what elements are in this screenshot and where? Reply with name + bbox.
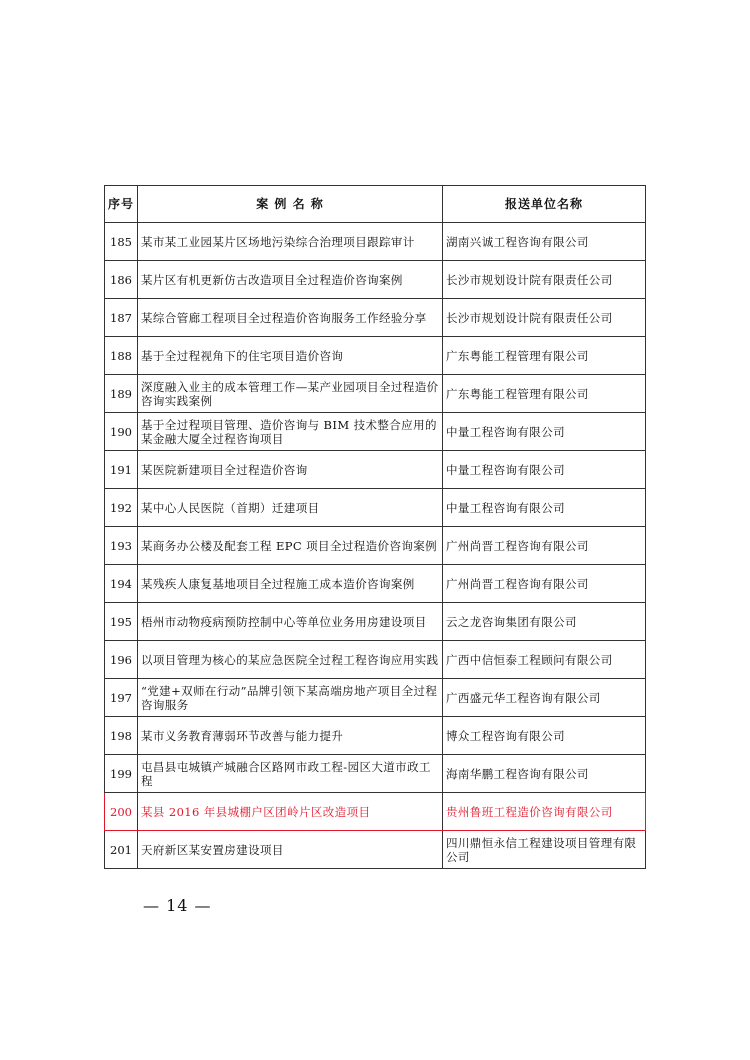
row-number: 194 [105, 565, 138, 603]
table-row [105, 261, 646, 299]
table-row [105, 489, 646, 527]
table-row [105, 679, 646, 717]
row-number: 195 [105, 603, 138, 641]
submitting-unit: 博众工程咨询有限公司 [443, 717, 646, 755]
row-number: 191 [105, 451, 138, 489]
row-number: 187 [105, 299, 138, 337]
row-number: 201 [105, 831, 138, 869]
submitting-unit: 四川鼎恒永信工程建设项目管理有限公司 [443, 831, 646, 869]
table-row-highlighted [105, 793, 646, 831]
case-name: 某综合管廊工程项目全过程造价咨询服务工作经验分享 [138, 299, 443, 337]
submitting-unit: 广东粤能工程管理有限公司 [443, 375, 646, 413]
table-header-row [105, 186, 646, 223]
table-row [105, 603, 646, 641]
case-name: 基于全过程视角下的住宅项目造价咨询 [138, 337, 443, 375]
submitting-unit: 长沙市规划设计院有限责任公司 [443, 299, 646, 337]
submitting-unit: 中量工程咨询有限公司 [443, 451, 646, 489]
case-name: 某片区有机更新仿古改造项目全过程造价咨询案例 [138, 261, 443, 299]
case-name: 深度融入业主的成本管理工作—某产业园项目全过程造价咨询实践案例 [138, 375, 443, 413]
header-serial-number: 序号 [105, 186, 138, 223]
row-number: 189 [105, 375, 138, 413]
case-name: 某医院新建项目全过程造价咨询 [138, 451, 443, 489]
table-row [105, 565, 646, 603]
case-name: 某中心人民医院（首期）迁建项目 [138, 489, 443, 527]
submitting-unit: 广西中信恒泰工程顾问有限公司 [443, 641, 646, 679]
table-row [105, 451, 646, 489]
submitting-unit: 长沙市规划设计院有限责任公司 [443, 261, 646, 299]
submitting-unit: 贵州鲁班工程造价咨询有限公司 [443, 793, 646, 831]
table-row [105, 831, 646, 869]
table-row [105, 641, 646, 679]
row-number: 188 [105, 337, 138, 375]
row-number: 196 [105, 641, 138, 679]
case-name: 某市某工业园某片区场地污染综合治理项目跟踪审计 [138, 223, 443, 261]
table-row [105, 755, 646, 793]
page-number: — 14 — [143, 896, 212, 915]
row-number: 192 [105, 489, 138, 527]
row-number: 185 [105, 223, 138, 261]
submitting-unit: 中量工程咨询有限公司 [443, 489, 646, 527]
submitting-unit: 广东粤能工程管理有限公司 [443, 337, 646, 375]
table-row [105, 375, 646, 413]
case-name: 某县 2016 年县城棚户区团岭片区改造项目 [138, 793, 443, 831]
case-name: 屯昌县屯城镇产城融合区路网市政工程-园区大道市政工程 [138, 755, 443, 793]
case-name: 基于全过程项目管理、造价咨询与 BIM 技术整合应用的某金融大厦全过程咨询项目 [138, 413, 443, 451]
row-number: 193 [105, 527, 138, 565]
case-name: “党建+双师在行动”品牌引领下某高端房地产项目全过程咨询服务 [138, 679, 443, 717]
row-number: 198 [105, 717, 138, 755]
case-name: 梧州市动物疫病预防控制中心等单位业务用房建设项目 [138, 603, 443, 641]
submitting-unit: 广州尚晋工程咨询有限公司 [443, 565, 646, 603]
table-row [105, 223, 646, 261]
header-case-name: 案 例 名 称 [138, 186, 443, 223]
row-number: 199 [105, 755, 138, 793]
header-submitting-unit: 报送单位名称 [443, 186, 646, 223]
row-number: 186 [105, 261, 138, 299]
row-number: 200 [105, 793, 138, 831]
submitting-unit: 广西盛元华工程咨询有限公司 [443, 679, 646, 717]
table-row [105, 299, 646, 337]
case-name: 天府新区某安置房建设项目 [138, 831, 443, 869]
case-list-table [104, 185, 646, 869]
table-row [105, 717, 646, 755]
case-name: 某商务办公楼及配套工程 EPC 项目全过程造价咨询案例 [138, 527, 443, 565]
case-name: 以项目管理为核心的某应急医院全过程工程咨询应用实践 [138, 641, 443, 679]
submitting-unit: 云之龙咨询集团有限公司 [443, 603, 646, 641]
submitting-unit: 中量工程咨询有限公司 [443, 413, 646, 451]
case-name: 某残疾人康复基地项目全过程施工成本造价咨询案例 [138, 565, 443, 603]
row-number: 197 [105, 679, 138, 717]
table-row [105, 413, 646, 451]
table-row [105, 337, 646, 375]
row-number: 190 [105, 413, 138, 451]
case-name: 某市义务教育薄弱环节改善与能力提升 [138, 717, 443, 755]
submitting-unit: 海南华鹏工程咨询有限公司 [443, 755, 646, 793]
submitting-unit: 广州尚晋工程咨询有限公司 [443, 527, 646, 565]
table-row [105, 527, 646, 565]
submitting-unit: 湖南兴诚工程咨询有限公司 [443, 223, 646, 261]
